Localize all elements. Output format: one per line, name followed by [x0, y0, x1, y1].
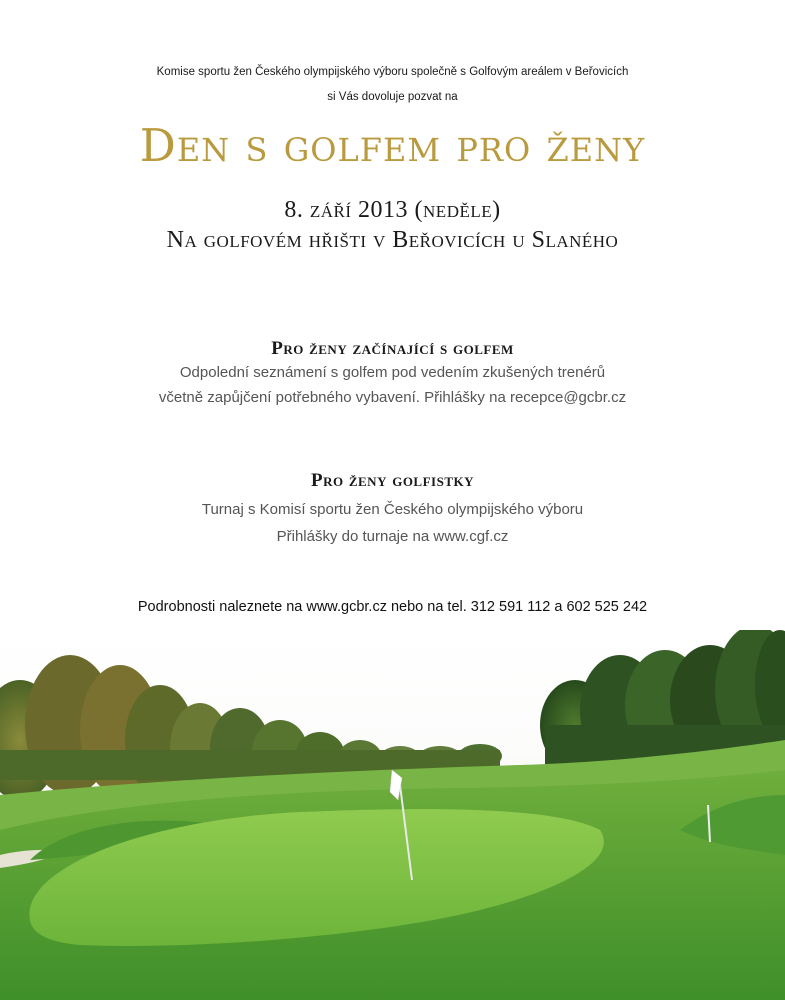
beginners-registration: včetně zapůjčení potřebného vybavení. Přihlášky na recepce@gcbr.cz [158, 389, 627, 406]
event-title: Den s golfem pro ženy [139, 119, 646, 172]
beginners-description: Odpolední seznámení s golfem pod vedením zkušených trenérů [179, 364, 606, 381]
contact-details: Podrobnosti naleznete na www.gcbr.cz nebo na tel. 312 591 112 a 602 525 242 [137, 599, 648, 615]
golfers-registration: Přihlášky do turnaje na www.cgf.cz [276, 528, 509, 545]
golf-course-image [0, 630, 785, 1000]
beginners-heading: Pro ženy začínající s golfem [271, 338, 514, 359]
intro-text: Komise sportu žen Českého olympijského výboru společně s Golfovým areálem v Beřovicích [156, 66, 629, 78]
golfers-description: Turnaj s Komisí sportu žen Českého olympijského výboru [201, 501, 584, 518]
invitation-text: si Vás dovoluje pozvat na [327, 91, 458, 103]
golfers-heading: Pro ženy golfistky [310, 470, 475, 491]
event-date: 8. září 2013 (neděle) [284, 197, 501, 223]
event-venue: Na golfovém hřišti v Beřovicích u Slaného [166, 227, 619, 253]
